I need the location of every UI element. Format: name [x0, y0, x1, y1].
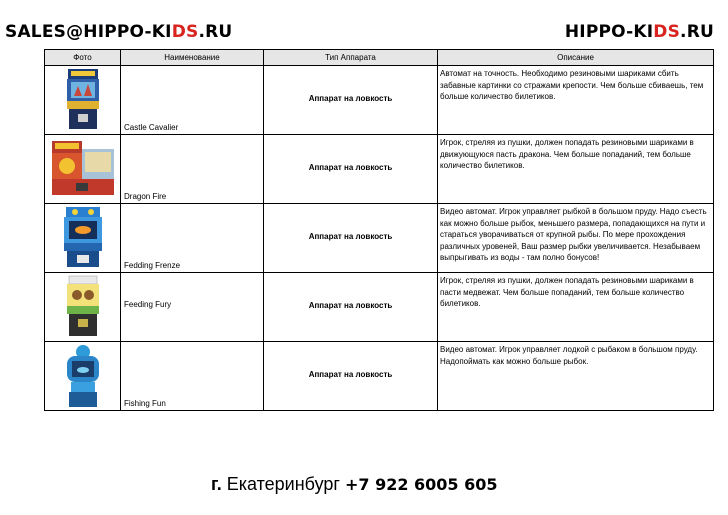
brand-text-suffix: .RU: [680, 22, 714, 42]
photo-cell: [45, 66, 121, 135]
column-header-description: Описание: [438, 50, 714, 66]
brand-text-prefix: HIPPO-KI: [564, 22, 654, 42]
photo-cell: [45, 342, 121, 411]
table-row: [45, 66, 714, 135]
fishing-fun-machine-image: [63, 344, 103, 408]
type-cell: [264, 204, 438, 273]
type-cell: [264, 273, 438, 342]
table-row: [45, 135, 714, 204]
description-cell: Видео автомат. Игрок управляет рыбкой в большом пруду. Надо съесть как можно больше рыбок, меньшего размера, попадающихся на пути и стараться уворачиваться от крупной рыбы. По мере прохождения различных уровеней, Ваш размер рыбки увеличивается. Незабываем выпрыгивать из воды - там полно бонусов!: [438, 204, 714, 273]
email-header[interactable]: [5, 22, 232, 42]
name-cell: [121, 66, 264, 135]
brand-header[interactable]: [565, 22, 714, 42]
city-prefix: г.: [211, 474, 222, 494]
email-text-suffix: .RU: [198, 22, 233, 42]
dragon-fire-machine-image: [50, 139, 116, 197]
table-row: [45, 273, 714, 342]
photo-cell: [45, 204, 121, 273]
machine-name: Dragon Fire: [124, 192, 167, 201]
name-cell: [121, 135, 264, 204]
photo-cell: [45, 135, 121, 204]
catalog-table: [44, 49, 714, 411]
type-cell: [264, 135, 438, 204]
phone-number[interactable]: +7 922 6005 605: [344, 475, 498, 494]
castle-cavalier-machine-image: [64, 68, 102, 130]
machine-name: Fedding Frenze: [124, 261, 181, 270]
machine-name: Castle Cavalier: [124, 123, 179, 132]
machine-name: Fishing Fun: [124, 399, 166, 408]
description-cell: Игрок, стреляя из пушки, должен попадать резиновыми шариками в пасти медвежат. Чем больше попаданий, тем больше количество билетиков.: [438, 273, 714, 342]
contact-footer: [211, 474, 498, 495]
type-cell: [264, 342, 438, 411]
machine-type: Аппарат на ловкость: [308, 369, 393, 379]
machine-type: Аппарат на ловкость: [308, 231, 393, 241]
machine-name: Feeding Fury: [124, 300, 172, 309]
fedding-frenze-machine-image: [61, 206, 105, 268]
email-text-prefix: SALES@HIPPO-KI: [5, 22, 172, 42]
description-cell: Автомат на точность. Необходимо резиновыми шариками сбить забавные картинки со стражами крепости. Чем больше сбиваешь, тем больше количество билетиков.: [438, 66, 714, 135]
column-header-name: Наименование: [121, 50, 264, 66]
email-text-accent: DS: [171, 22, 199, 42]
column-header-photo: Фото: [45, 50, 121, 66]
feeding-fury-machine-image: [63, 275, 103, 337]
table-row: [45, 342, 714, 411]
type-cell: [264, 66, 438, 135]
machine-type: Аппарат на ловкость: [308, 162, 393, 172]
table-header-row: [45, 50, 714, 66]
machine-type: Аппарат на ловкость: [308, 93, 393, 103]
description-cell: Игрок, стреляя из пушки, должен попадать резиновыми шариками в движующуюся пасть дракона. Чем больше попаданий, тем больше количество билетиков.: [438, 135, 714, 204]
table-row: [45, 204, 714, 273]
name-cell: [121, 204, 264, 273]
name-cell: [121, 342, 264, 411]
photo-cell: [45, 273, 121, 342]
brand-text-accent: DS: [653, 22, 681, 42]
description-cell: Видео автомат. Игрок управляет лодкой с рыбаком в большом пруду. Надопоймать как можно больше рыбок.: [438, 342, 714, 411]
column-header-type: Тип Аппарата: [264, 50, 438, 66]
name-cell: [121, 273, 264, 342]
city-name: Екатеринбург: [221, 474, 345, 494]
machine-type: Аппарат на ловкость: [308, 300, 393, 310]
